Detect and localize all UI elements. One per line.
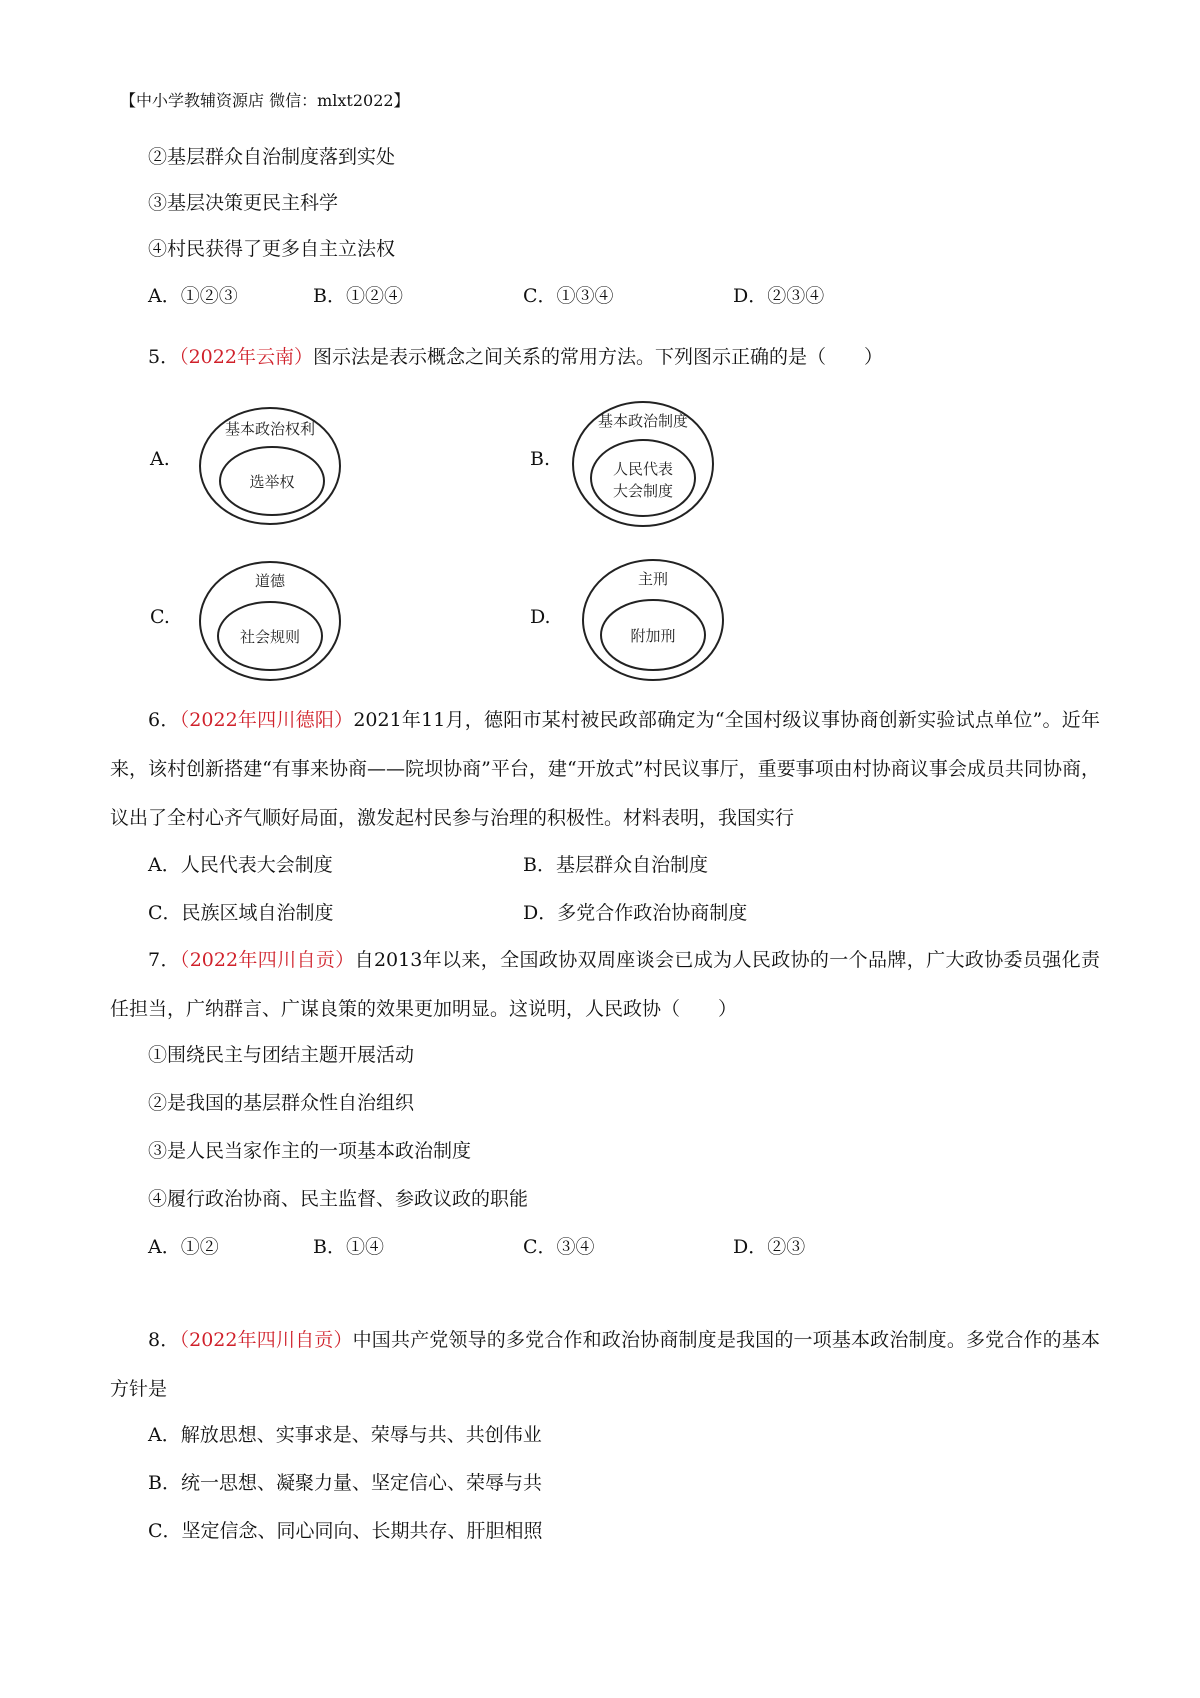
option-letter: B． [313,285,346,307]
q8-option-a[interactable] [148,1420,542,1447]
question-source: （2022年四川自贡） [179,1329,353,1351]
option-letter: A． [148,1424,181,1446]
diagram-d [578,554,728,686]
option-text: 统一思想、凝聚力量、坚定信心、荣辱与共 [180,1472,542,1494]
question-text: 2021年11月，德阳市某村被民政部确定为“全国村级议事协商创新实验试点单位”。近年来，该村创新搭建“有事来协商——院坝协商”平台，建“开放式”村民议事厅，重要事项由村协商议事会成员共同协商，议出了全村心齐气顺好局面，激发起村民参与治理的积极性。材料表明，我国实行 [110,709,1100,829]
diagram-a-outer-label: 基本政治权利 [224,420,316,438]
q6-stem [110,696,1100,843]
option-text: ①② [180,1236,219,1258]
q8-option-b[interactable] [148,1468,542,1495]
q8-stem [110,1316,1100,1414]
option-text: 解放思想、实事求是、荣辱与共、共创伟业 [180,1424,542,1446]
q8-option-c[interactable] [148,1516,543,1543]
q6-option-a[interactable] [148,850,333,877]
diagram-b-inner-label-2: 大会制度 [612,482,674,500]
option-letter: B． [523,854,556,876]
q7-statement-1: ①围绕民主与团结主题开展活动 [148,1044,415,1066]
option-letter: B． [313,1236,346,1258]
option-letter: D． [733,1236,768,1258]
option-text: ①③④ [556,285,614,307]
q4-option-a[interactable] [148,281,238,308]
diagram-c-letter[interactable]: C. [150,606,170,628]
question-number: 5． [148,346,180,368]
q7-option-d[interactable] [733,1232,805,1259]
q4-statement-3: ③基层决策更民主科学 [148,192,339,214]
option-text: ②③ [767,1236,806,1258]
diagram-b [568,396,718,532]
q7-statement-3: ③是人民当家作主的一项基本政治制度 [148,1140,472,1162]
option-letter: C． [148,1520,182,1542]
question-source: （2022年云南） [179,346,313,368]
option-letter: A． [148,285,181,307]
q5-stem [148,342,883,369]
option-text: 坚定信念、同心同向、长期共存、肝胆相照 [181,1520,543,1542]
diagram-a-inner-label: 选举权 [249,473,295,491]
page-header: 【中小学教辅资源店 微信：mlxt2022】 [120,91,410,110]
diagram-b-inner-label-1: 人民代表 [612,460,674,478]
option-text: ①②③ [180,285,238,307]
option-text: ②③④ [767,285,825,307]
q7-option-a[interactable] [148,1232,219,1259]
option-text: 基层群众自治制度 [555,854,708,876]
question-number: 8． [148,1329,180,1351]
option-letter: D． [733,285,768,307]
diagram-c [195,556,345,686]
q4-option-c[interactable] [523,281,614,308]
option-text: 民族区域自治制度 [181,902,334,924]
q7-stem [110,936,1100,1034]
option-letter: D． [523,902,558,924]
q4-option-b[interactable] [313,281,403,308]
q7-statement-4: ④履行政治协商、民主监督、参政议政的职能 [148,1188,529,1210]
diagram-b-outer-label: 基本政治制度 [597,412,689,430]
question-number: 7． [148,949,180,971]
diagram-c-outer-label: 道德 [254,572,286,590]
diagram-a-letter[interactable]: A. [150,448,170,470]
option-letter: A． [148,1236,181,1258]
q6-option-c[interactable] [148,898,334,925]
option-letter: C． [148,902,182,924]
q4-statement-2: ②基层群众自治制度落到实处 [148,146,396,168]
q6-option-b[interactable] [523,850,708,877]
diagram-c-inner-label: 社会规则 [239,628,301,646]
option-letter: B． [148,1472,181,1494]
diagram-d-outer-label: 主刑 [637,570,669,588]
question-source: （2022年四川自贡） [179,949,355,971]
question-number: 6． [148,709,180,731]
question-text: 图示法是表示概念之间关系的常用方法。下列图示正确的是（ ） [312,346,883,368]
q4-option-d[interactable] [733,281,824,308]
option-text: ①②④ [345,285,403,307]
option-text: ①④ [345,1236,384,1258]
question-text: 自2013年以来，全国政协双周座谈会已成为人民政协的一个品牌，广大政协委员强化责任担当，广纳群言、广谋良策的效果更加明显。这说明，人民政协（ ） [110,949,1101,1020]
q4-statement-4: ④村民获得了更多自主立法权 [148,238,396,260]
question-source: （2022年四川德阳） [179,709,354,731]
q7-option-c[interactable] [523,1232,595,1259]
diagram-d-inner-label: 附加刑 [630,627,676,645]
option-letter: A． [148,854,181,876]
option-letter: C． [523,1236,557,1258]
q6-option-d[interactable] [523,898,747,925]
option-text: 多党合作政治协商制度 [557,902,748,924]
q7-option-b[interactable] [313,1232,384,1259]
option-text: ③④ [556,1236,595,1258]
q7-statement-2: ②是我国的基层群众性自治组织 [148,1092,415,1114]
diagram-a [195,402,345,530]
option-text: 人民代表大会制度 [180,854,333,876]
diagram-d-letter[interactable]: D. [530,606,551,628]
diagram-b-letter[interactable]: B. [530,448,551,470]
question-text: 中国共产党领导的多党合作和政治协商制度是我国的一项基本政治制度。多党合作的基本方针是 [110,1329,1101,1400]
option-letter: C． [523,285,557,307]
